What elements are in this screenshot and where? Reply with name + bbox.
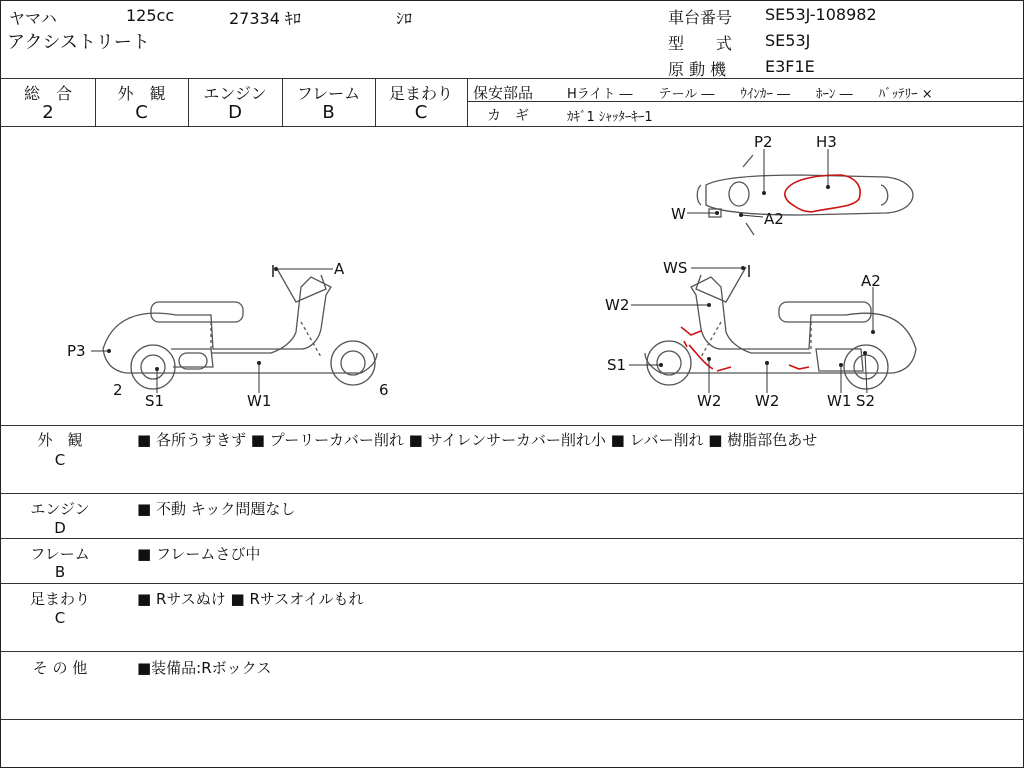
type-label: 型 式 <box>668 34 733 53</box>
key-label: カ ギ <box>487 108 529 124</box>
label-right-w2-b: W2 <box>755 392 780 410</box>
damage-marks <box>681 175 860 371</box>
frame-grade-label: フレーム <box>296 84 361 103</box>
scooter-left-view <box>103 265 377 389</box>
engine-value: E3F1E <box>765 57 815 76</box>
comment-text: ■ Rサスぬけ ■ Rサスオイルもれ <box>137 590 364 608</box>
damage-diagram <box>1 127 1023 425</box>
comment-grade: D <box>54 519 66 537</box>
label-left-2: 2 <box>113 381 123 399</box>
comment-label: エンジン <box>30 500 90 518</box>
frame-no: SE53J-108982 <box>765 5 877 24</box>
color: ｼﾛ <box>396 9 413 28</box>
label-top-h3: H3 <box>816 133 837 151</box>
comment-text: ■装備品:Rボックス <box>137 659 272 677</box>
comment-label: 足まわり <box>29 590 90 608</box>
leader-dots <box>107 185 875 371</box>
frame-no-label: 車台番号 <box>668 8 733 27</box>
key-value: ｶｷﾞ1 ｼｬｯﾀｰｷｰ1 <box>567 110 653 125</box>
label-left-s1: S1 <box>145 392 165 410</box>
engine-grade: D <box>228 102 242 123</box>
label-right-s2: S2 <box>856 392 876 410</box>
label-right-w1: W1 <box>827 392 852 410</box>
label-right-a2: A2 <box>861 272 881 290</box>
engine-label: 原 動 機 <box>668 60 727 79</box>
model-name: アクシストリート <box>7 32 150 53</box>
safety-label: 保安部品 <box>473 84 534 102</box>
overall-grade: 2 <box>42 102 54 123</box>
label-right-w2-a: W2 <box>697 392 722 410</box>
label-right-ws: WS <box>663 259 688 277</box>
label-right-w2-top: W2 <box>605 296 630 314</box>
suspension-grade: C <box>414 102 428 123</box>
label-right-s1: S1 <box>607 356 627 374</box>
engine-grade-label: エンジン <box>203 84 267 103</box>
comment-text: ■ 不動 キック問題なし <box>137 500 296 518</box>
comment-grade: B <box>54 563 66 581</box>
divider <box>1 78 1023 79</box>
label-left-6: 6 <box>379 381 389 399</box>
maker: ヤマハ <box>9 9 57 28</box>
label-left-w1: W1 <box>247 392 272 410</box>
suspension-grade-label: 足まわり <box>388 84 453 103</box>
leader-lines <box>91 149 873 393</box>
label-top-w: W <box>671 205 686 223</box>
label-left-a: A <box>334 260 345 278</box>
comment-label: そ の 他 <box>32 659 88 677</box>
type-value: SE53J <box>765 31 811 50</box>
comment-text: ■ フレームさび中 <box>137 545 261 563</box>
scooter-top-view <box>697 155 913 235</box>
exterior-label: 外 観 <box>117 84 166 103</box>
comment-text: ■ 各所うすきず ■ プーリーカバー削れ ■ サイレンサーカバー削れ小 ■ レバー削れ ■ 樹脂部色あせ <box>137 431 818 449</box>
label-top-a2: A2 <box>764 210 784 228</box>
comment-grade: C <box>54 609 66 627</box>
safety-items: Hライト ― テール ― ｳｲﾝｶｰ ― ﾎｰﾝ ― ﾊﾞｯﾃﾘｰ × <box>567 87 933 102</box>
comment-label: フレーム <box>30 545 90 563</box>
displacement: 125cc <box>126 6 175 25</box>
label-top-p2: P2 <box>754 133 773 151</box>
label-left-p3: P3 <box>67 342 86 360</box>
comment-label: 外 観 <box>37 431 83 449</box>
comment-grade: C <box>54 451 66 469</box>
frame-grade: B <box>322 102 335 123</box>
mileage: 27334 ｷﾛ <box>229 9 301 28</box>
overall-label: 総 合 <box>23 84 72 103</box>
exterior-grade: C <box>135 102 148 123</box>
